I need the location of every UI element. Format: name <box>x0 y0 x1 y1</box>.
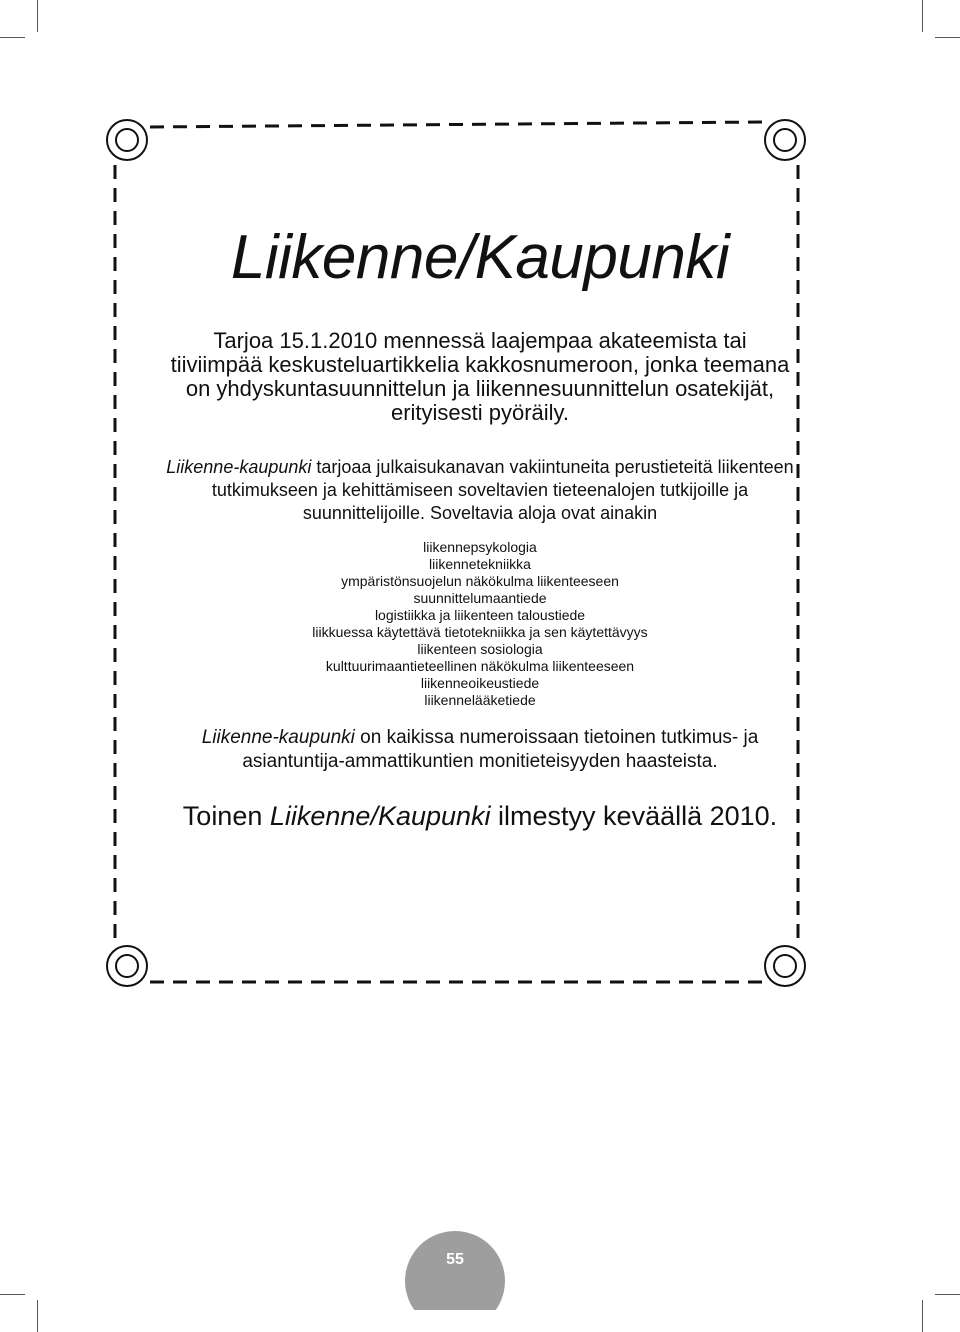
page-title: Liikenne/Kaupunki <box>230 223 730 292</box>
list-item: liikennepsykologia <box>423 539 537 555</box>
grommet-icon <box>107 946 147 986</box>
next-issue-suffix: ilmestyy keväällä 2010. <box>490 801 778 831</box>
next-issue-prefix: Toinen <box>182 801 270 831</box>
intro-paragraph: Tarjoa 15.1.2010 mennessä laajempaa akateemista tai tiiviimpää keskusteluartikkelia kakkosnumeroon, jonka teemana on yhdyskuntasuunnittelun ja liikennesuunnittelun osatekijät, erityisesti pyöräily. <box>170 328 790 425</box>
list-item: liikennelääketiede <box>424 692 536 708</box>
list-item: liikkuessa käytettävä tietotekniikka ja sen käytettävyys <box>312 624 648 640</box>
grommet-icon <box>765 946 805 986</box>
list-item: liikenneoikeustiede <box>420 675 540 691</box>
page-number: 55 <box>446 1251 464 1268</box>
journal-name: Liikenne/Kaupunki <box>269 801 491 831</box>
description-paragraph <box>160 456 800 525</box>
list-item: logistiikka ja liikenteen taloustiede <box>374 607 586 623</box>
fields-list <box>200 539 760 709</box>
description-text: tarjoaa julkaisukanavan vakiintuneita perustieteitä liikenteen tutkimukseen ja kehittämiseen soveltavien tieteenalojen tutkijoille ja suunnittelijoille. Soveltavia aloja ovat ainakin <box>211 457 794 523</box>
closing-paragraph <box>160 726 800 774</box>
page-edge <box>380 1310 530 1332</box>
grommet-icon <box>107 120 147 160</box>
grommet-icon <box>765 120 805 160</box>
list-item: ympäristönsuojelun näkökulma liikenteeseen <box>341 573 619 589</box>
journal-name: Liikenne-kaupunki <box>166 457 312 477</box>
list-item: kulttuurimaantieteellinen näkökulma liikenteeseen <box>325 658 635 674</box>
list-item: liikenteen sosiologia <box>417 641 543 657</box>
next-issue-note <box>170 800 790 833</box>
list-item: suunnittelumaantiede <box>413 590 547 606</box>
closing-text: on kaikissa numeroissaan tietoinen tutkimus- ja asiantuntija-ammattikuntien monitieteisyyden haasteista. <box>242 727 759 772</box>
journal-name: Liikenne-kaupunki <box>201 727 355 748</box>
list-item: liikennetekniikka <box>429 556 531 572</box>
